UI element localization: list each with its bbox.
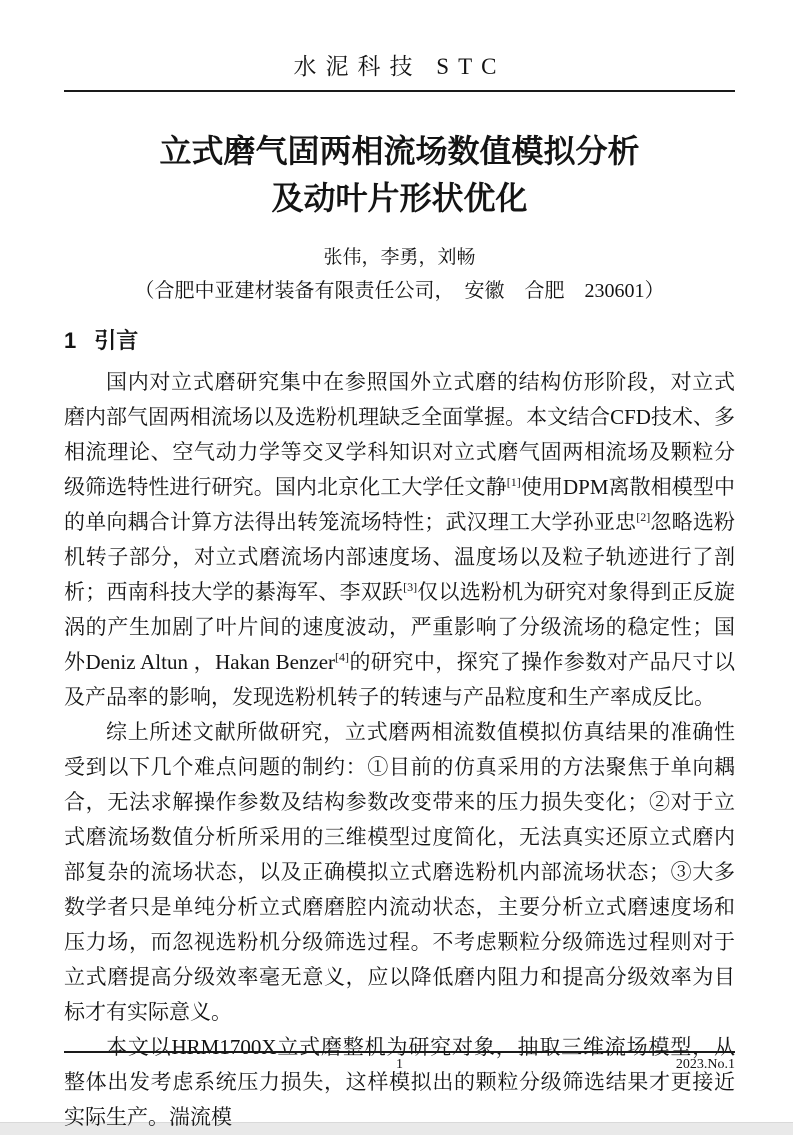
page-footer <box>64 1051 735 1077</box>
paragraph-3: 本文以HRM1700X立式磨整机为研究对象，抽取三维流场模型，从整体出发考虑系统压力损失，这样模拟出的颗粒分级筛选结果才更接近实际生产。湍流模 <box>64 1035 735 1129</box>
paper-title-line-1: 立式磨气固两相流场数值模拟分析 <box>159 133 640 169</box>
section-heading-introduction <box>64 324 735 355</box>
paper-title-line-2: 及动叶片形状优化 <box>271 180 528 216</box>
citation-ref-4: [4] <box>335 650 350 664</box>
paragraph-1-text: 使用DPM离散相模型中的单向耦合计算方法得出转笼流场特性；武汉理工大学孙亚忠 <box>64 475 735 534</box>
paragraph-1 <box>64 365 735 715</box>
page-number: 1 <box>396 1057 403 1072</box>
section-number: 1 <box>64 328 77 353</box>
paragraph-1-text: 国内对立式磨研究集中在参照国外立式磨的结构仿形阶段，对立式磨内部气固两相流场以及选粉机理缺乏全面掌握。本文结合CFD技术、多相流理论、空气动力学等交叉学科知识对立式磨气固两相流场及颗粒分级筛选特性进行研究。国内北京化工大学任文静 <box>64 370 735 499</box>
issue-label: 2023.No.1 <box>675 1057 735 1072</box>
citation-ref-3: [3] <box>403 580 418 594</box>
paragraph-1-text: 仅以选粉机为研究对象得到正反旋涡的产生加剧了叶片间的速度波动，严重影响了分级流场的稳定性；国外Deniz Altun ，Hakan Benzer <box>64 580 736 674</box>
paragraph-1-text: 忽略选粉机转子部分，对立式磨流场内部速度场、温度场以及粒子轨迹进行了剖析；西南科技大学的綦海军、李双跃 <box>64 510 736 604</box>
paper-title <box>64 128 735 222</box>
section-title: 引言 <box>94 328 139 353</box>
paragraph-2: 综上所述文献所做研究，立式磨两相流数值模拟仿真结果的准确性受到以下几个难点问题的制约：①目前的仿真采用的方法聚焦于单向耦合，无法求解操作参数及结构参数改变带来的压力损失变化；②对于立式磨流场数值分析所采用的三维模型过度简化，无法真实还原立式磨内部复杂的流场状态，以及正确模拟立式磨选粉机内部流场状态；③大多数学者只是单纯分析立式磨磨腔内流动状态，主要分析立式磨速度场和压力场，而忽视选粉机分级筛选过程。不考虑颗粒分级筛选过程则对于立式磨提高分级效率毫无意义，应以降低磨内阻力和提高分级效率为目标才有实际意义。 <box>64 720 735 1024</box>
affiliation: （合肥中亚建材装备有限责任公司， 安徽 合肥 230601） <box>134 280 665 302</box>
journal-header: 水泥科技 STC <box>64 48 735 92</box>
citation-ref-2: [2] <box>636 510 651 524</box>
citation-ref-1: [1] <box>506 475 521 489</box>
paragraph-1-text: 的研究中，探究了操作参数对产品尺寸以及产品率的影响，发现选粉机转子的转速与产品粒度和生产率成反比。 <box>64 650 735 709</box>
authors: 张伟，李勇，刘畅 <box>323 247 476 268</box>
